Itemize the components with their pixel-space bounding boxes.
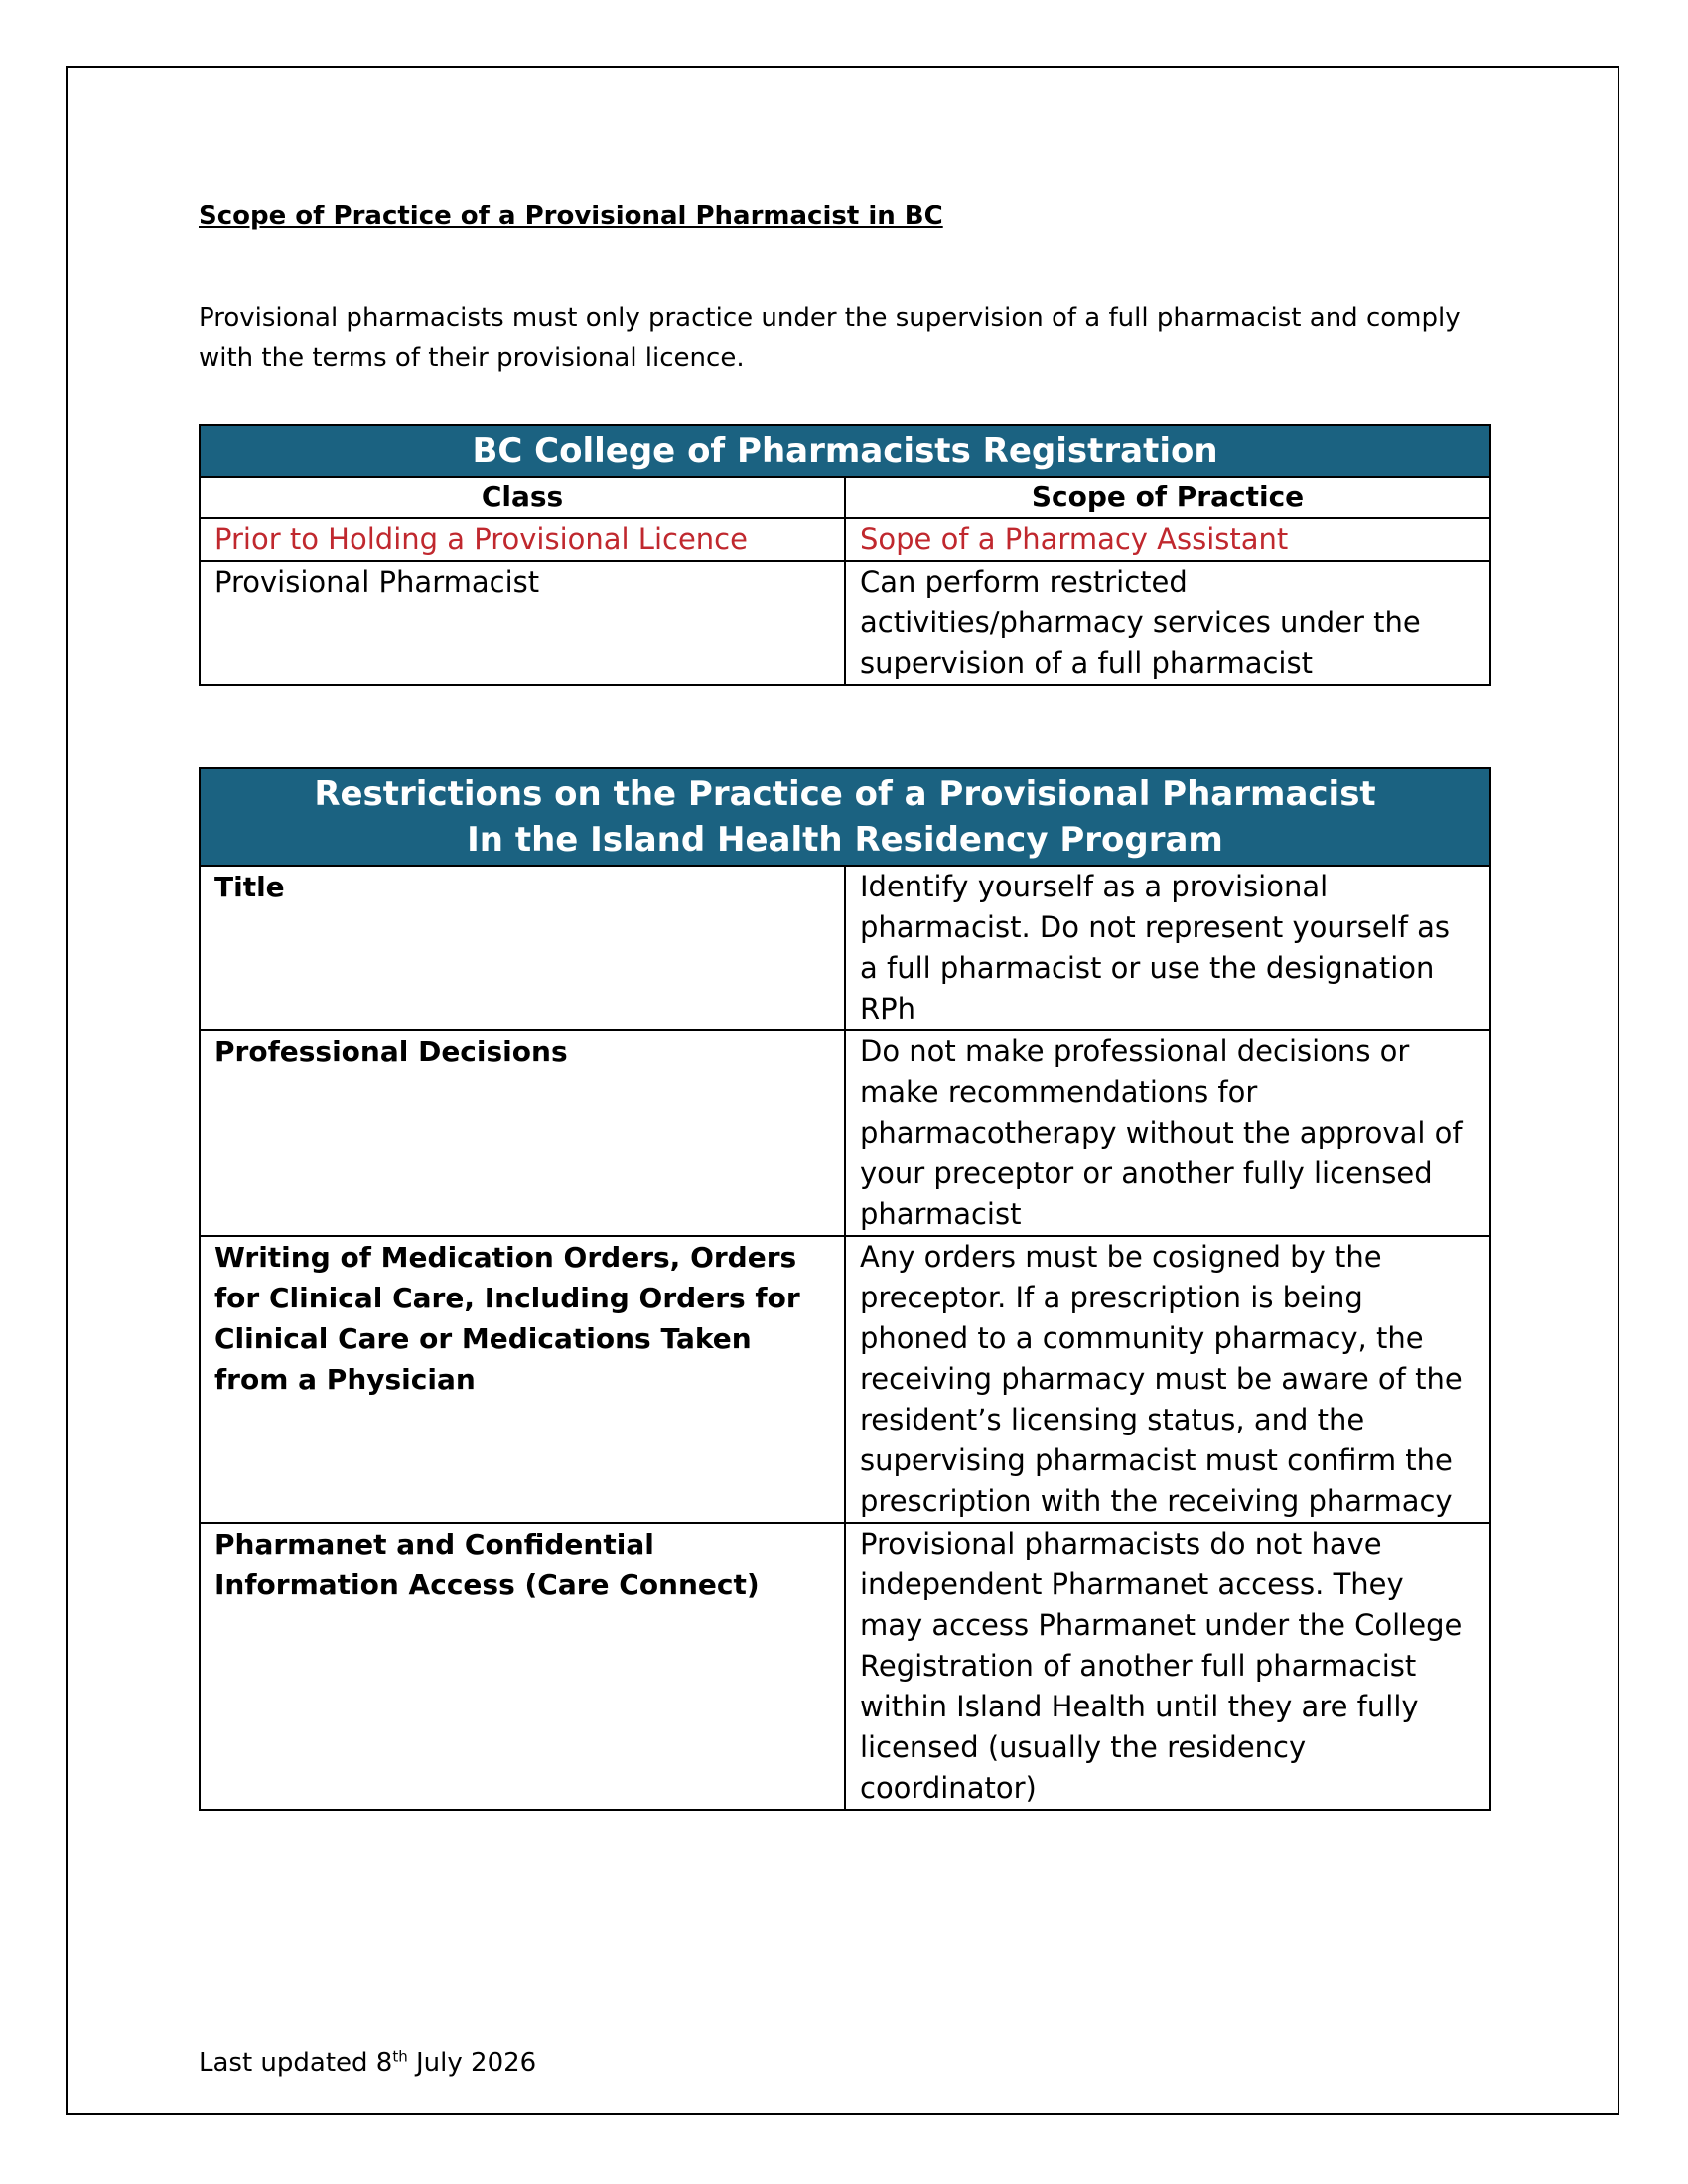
intro-paragraph: Provisional pharmacists must only practice under the supervision of a full pharmacist and comply with the terms of their provisional licence.	[199, 303, 1461, 373]
table-row	[200, 518, 1490, 561]
row-topic-cell: Writing of Medication Orders, Orders for Clinical Care, Including Orders for Clinical Care or Medications Taken from a Physician	[200, 1236, 845, 1523]
restrictions-heading-line-2: In the Island Health Residency Program	[467, 820, 1223, 860]
table-row	[200, 1236, 1490, 1523]
row-scope-cell: Can perform restricted activities/pharmacy services under the supervision of a full pharmacist	[845, 561, 1490, 685]
row-scope-cell: Sope of a Pharmacy Assistant	[845, 518, 1490, 561]
registration-table	[199, 424, 1491, 686]
footer-prefix: Last updated 8	[199, 2048, 393, 2078]
row-restriction-cell: Any orders must be cosigned by the preceptor. If a prescription is being phoned to a community pharmacy, the receiving pharmacy must be aware of the resident’s licensing status, and the supervising pharmacist must confirm the prescription with the receiving pharmacy	[845, 1236, 1490, 1523]
row-topic-cell: Pharmanet and Confidential Information Access (Care Connect)	[200, 1523, 845, 1810]
row-restriction-cell: Provisional pharmacists do not have independent Pharmanet access. They may access Pharmanet under the College Registration of another full pharmacist within Island Health until they are fully licensed (usually the residency coordinator)	[845, 1523, 1490, 1810]
column-header-scope: Scope of Practice	[845, 477, 1490, 518]
row-restriction-cell: Do not make professional decisions or make recommendations for pharmacotherapy without the approval of your preceptor or another fully licensed pharmacist	[845, 1030, 1490, 1236]
footer-ordinal: th	[392, 2047, 408, 2066]
table-row	[200, 866, 1490, 1030]
table-row	[200, 1030, 1490, 1236]
row-class-cell: Prior to Holding a Provisional Licence	[200, 518, 845, 561]
footer-suffix: July 2026	[407, 2048, 537, 2078]
row-restriction-cell: Identify yourself as a provisional pharmacist. Do not represent yourself as a full pharmacist or use the designation RPh	[845, 866, 1490, 1030]
table-row	[200, 1523, 1490, 1810]
row-topic-cell: Title	[200, 866, 845, 1030]
row-topic-cell: Professional Decisions	[200, 1030, 845, 1236]
document-title: Scope of Practice of a Provisional Pharmacist in BC	[199, 202, 943, 231]
restrictions-table-heading	[200, 768, 1490, 866]
last-updated-footer	[199, 2048, 536, 2078]
table-row	[200, 561, 1490, 685]
restrictions-table	[199, 767, 1491, 1811]
column-header-class: Class	[200, 477, 845, 518]
row-class-cell: Provisional Pharmacist	[200, 561, 845, 685]
registration-table-heading: BC College of Pharmacists Registration	[200, 425, 1490, 477]
restrictions-heading-line-1: Restrictions on the Practice of a Provisional Pharmacist	[314, 774, 1376, 814]
